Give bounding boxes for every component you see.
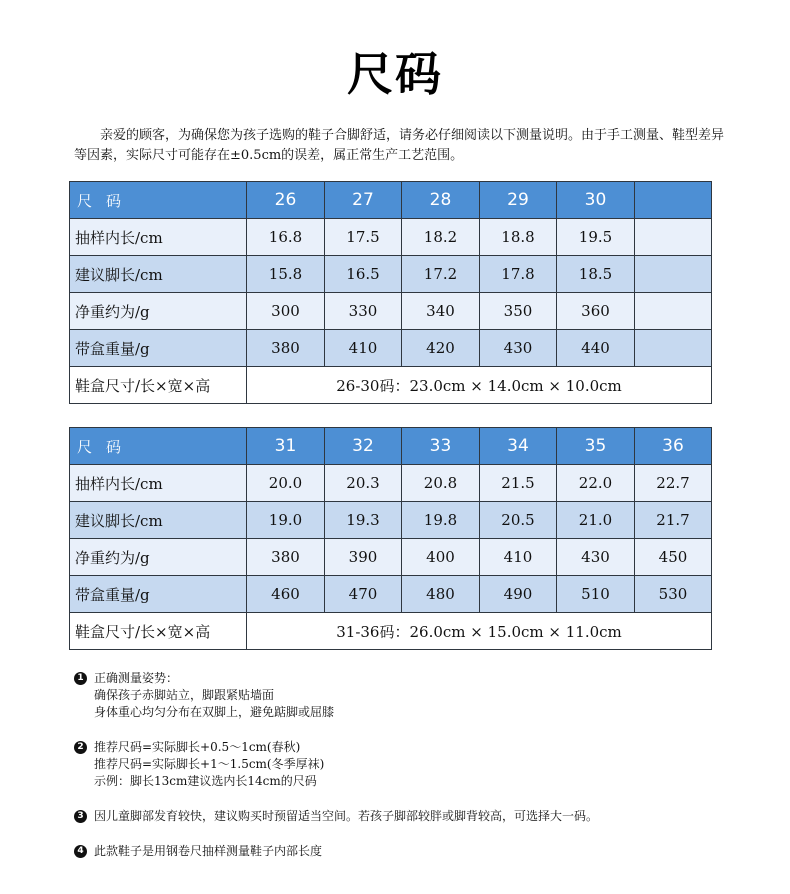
note-line: 确保孩子赤脚站立，脚跟紧贴墙面 [94,688,275,702]
table-row [70,539,712,576]
value-cell: 19.8 [402,502,480,539]
table-row [70,502,712,539]
measurement-notes [74,670,754,878]
size-table-31-36 [69,427,712,650]
size-table-26-30 [69,181,712,404]
row-label: 抽样内长/cm [70,465,247,502]
note-line: 此款鞋子是用钢卷尺抽样测量鞋子内部长度 [94,844,323,858]
size-cell: 29 [480,182,557,219]
note-item [74,843,754,860]
page-title: 尺码 [347,47,443,101]
value-cell: 20.5 [480,502,557,539]
row-label: 建议脚长/cm [70,502,247,539]
note-line: 推荐尺码=实际脚长+0.5～1cm(春秋) [94,740,301,754]
value-cell: 20.3 [325,465,402,502]
value-cell: 430 [557,539,635,576]
size-cell [635,182,712,219]
size-cell: 26 [247,182,325,219]
box-size-row [70,367,712,404]
table-row [70,219,712,256]
note-item [74,670,754,721]
value-cell: 440 [557,330,635,367]
size-header-label: 尺码 [70,182,247,219]
value-cell: 410 [325,330,402,367]
size-cell: 30 [557,182,635,219]
value-cell: 460 [247,576,325,613]
value-cell: 21.0 [557,502,635,539]
value-cell: 330 [325,293,402,330]
value-cell: 390 [325,539,402,576]
value-cell [635,330,712,367]
value-cell [635,256,712,293]
note-line: 示例：脚长13cm建议选内长14cm的尺码 [94,774,317,788]
intro-paragraph: 亲爱的顾客，为确保您为孩子选购的鞋子合脚舒适，请务必仔细阅读以下测量说明。由于手工测量、鞋型差异等因素，实际尺寸可能存在±0.5cm的误差，属正常生产工艺范围。 [74,128,725,163]
value-cell: 22.0 [557,465,635,502]
value-cell: 420 [402,330,480,367]
row-label: 净重约为/g [70,293,247,330]
value-cell: 340 [402,293,480,330]
size-header-row [70,428,712,465]
note-line: 推荐尺码=实际脚长+1～1.5cm(冬季厚袜) [94,757,325,771]
table-row [70,576,712,613]
value-cell: 19.5 [557,219,635,256]
size-cell: 34 [480,428,557,465]
number-4-icon: 4 [74,845,87,858]
size-cell: 28 [402,182,480,219]
value-cell: 470 [325,576,402,613]
value-cell [635,219,712,256]
value-cell: 350 [480,293,557,330]
row-label: 建议脚长/cm [70,256,247,293]
table-row [70,330,712,367]
table-row [70,256,712,293]
note-line: 身体重心均匀分布在双脚上，避免踮脚或屈膝 [94,705,335,719]
box-size-value: 31-36码：26.0cm × 15.0cm × 11.0cm [247,613,712,650]
value-cell: 18.2 [402,219,480,256]
value-cell: 510 [557,576,635,613]
number-1-icon: 1 [74,672,87,685]
note-line: 正确测量姿势： [94,671,179,685]
number-3-icon: 3 [74,810,87,823]
size-header-row [70,182,712,219]
table-row [70,465,712,502]
value-cell: 16.8 [247,219,325,256]
size-cell: 27 [325,182,402,219]
size-cell: 31 [247,428,325,465]
box-size-label: 鞋盒尺寸/长×宽×高 [70,613,247,650]
value-cell: 380 [247,539,325,576]
size-cell: 36 [635,428,712,465]
value-cell: 16.5 [325,256,402,293]
value-cell: 19.0 [247,502,325,539]
value-cell: 400 [402,539,480,576]
value-cell: 410 [480,539,557,576]
note-item [74,739,754,790]
value-cell [635,293,712,330]
row-label: 抽样内长/cm [70,219,247,256]
value-cell: 430 [480,330,557,367]
size-cell: 35 [557,428,635,465]
value-cell: 17.5 [325,219,402,256]
row-label: 净重约为/g [70,539,247,576]
value-cell: 530 [635,576,712,613]
size-cell: 33 [402,428,480,465]
value-cell: 17.8 [480,256,557,293]
row-label: 带盒重量/g [70,330,247,367]
value-cell: 20.0 [247,465,325,502]
value-cell: 18.8 [480,219,557,256]
size-cell: 32 [325,428,402,465]
box-size-row [70,613,712,650]
value-cell: 19.3 [325,502,402,539]
value-cell: 300 [247,293,325,330]
number-2-icon: 2 [74,741,87,754]
note-line: 因儿童脚部发育较快，建议购买时预留适当空间。若孩子脚部较胖或脚背较高，可选择大一码。 [94,809,599,823]
value-cell: 20.8 [402,465,480,502]
value-cell: 21.5 [480,465,557,502]
value-cell: 21.7 [635,502,712,539]
note-item [74,808,754,825]
value-cell: 380 [247,330,325,367]
size-header-label: 尺码 [70,428,247,465]
value-cell: 360 [557,293,635,330]
value-cell: 17.2 [402,256,480,293]
value-cell: 18.5 [557,256,635,293]
value-cell: 450 [635,539,712,576]
row-label: 带盒重量/g [70,576,247,613]
box-size-label: 鞋盒尺寸/长×宽×高 [70,367,247,404]
table-row [70,293,712,330]
value-cell: 490 [480,576,557,613]
value-cell: 22.7 [635,465,712,502]
box-size-value: 26-30码：23.0cm × 14.0cm × 10.0cm [247,367,712,404]
value-cell: 15.8 [247,256,325,293]
value-cell: 480 [402,576,480,613]
